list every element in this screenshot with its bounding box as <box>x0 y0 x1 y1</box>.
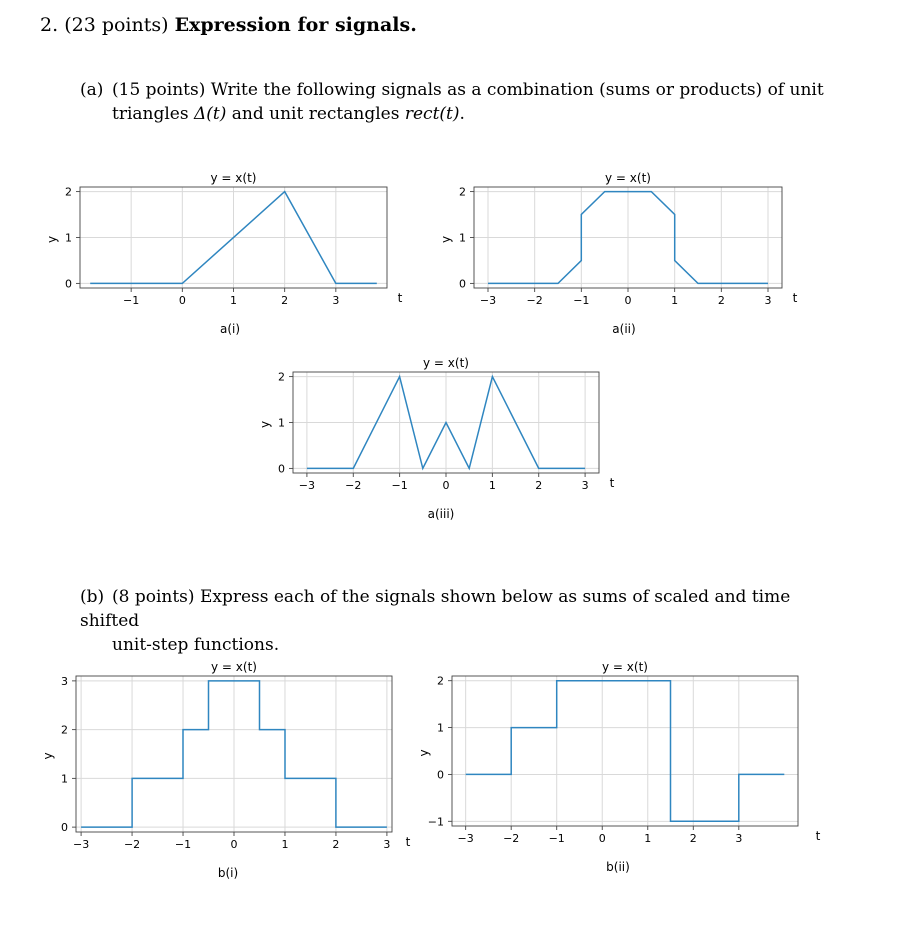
y-tick-label: 1 <box>437 721 444 735</box>
chart-title: y = x(t) <box>211 660 257 674</box>
x-tick-label: −1 <box>573 294 590 307</box>
x-tick-label: 1 <box>281 838 289 851</box>
x-tick-label: −3 <box>479 294 497 307</box>
x-tick-label: −1 <box>174 838 192 851</box>
y-axis-label: y <box>45 235 59 244</box>
part-b-points: (8 points) <box>112 587 195 607</box>
x-tick-label: −2 <box>345 479 362 492</box>
question-number: 2. <box>40 14 59 36</box>
question-points: (23 points) <box>64 14 169 36</box>
x-tick-label: 3 <box>581 479 589 492</box>
x-tick-label: 3 <box>764 294 772 307</box>
x-tick-label: 3 <box>332 294 340 307</box>
series-line <box>466 681 785 822</box>
part-b-text-line2: unit-step functions. <box>112 635 280 655</box>
x-tick-label: 2 <box>281 294 289 307</box>
chart-caption: a(i) <box>219 322 241 336</box>
chart-title: y = x(t) <box>602 660 648 674</box>
y-tick-label: 1 <box>61 772 68 786</box>
chart-title: y = x(t) <box>423 356 469 370</box>
chart-caption: b(ii) <box>606 860 630 874</box>
chart-title: y = x(t) <box>605 171 651 185</box>
x-tick-label: 2 <box>717 294 725 307</box>
x-tick-label: −1 <box>123 294 140 307</box>
y-tick-label: 0 <box>278 462 285 476</box>
y-tick-label: 2 <box>459 185 466 199</box>
y-tick-label: 0 <box>65 277 72 291</box>
y-tick-label: 2 <box>437 674 444 688</box>
x-axis-label: t <box>815 829 821 843</box>
x-tick-label: −2 <box>526 294 543 307</box>
part-a-points: (15 points) <box>112 80 206 100</box>
x-axis-label: t <box>405 835 411 849</box>
chart-caption: b(i) <box>217 866 239 880</box>
unit-triangle-symbol: Δ(t) <box>194 104 227 124</box>
x-tick-label: −1 <box>548 832 565 845</box>
x-tick-label: −1 <box>391 479 408 492</box>
x-tick-label: −3 <box>72 838 90 851</box>
y-tick-label: 0 <box>437 768 444 782</box>
x-tick-label: 1 <box>644 832 652 845</box>
x-tick-label: −3 <box>457 832 474 845</box>
x-tick-label: 1 <box>671 294 679 307</box>
x-tick-label: 2 <box>332 838 340 851</box>
part-a-label: (a) <box>80 80 104 100</box>
x-tick-label: 0 <box>442 479 450 492</box>
y-axis-label: y <box>417 749 431 757</box>
x-tick-label: −3 <box>298 479 316 492</box>
y-tick-label: 1 <box>65 231 72 245</box>
y-axis-label: y <box>439 235 453 244</box>
y-tick-label: 0 <box>61 821 68 835</box>
y-tick-label: 2 <box>65 185 72 199</box>
chart-caption: a(ii) <box>612 322 636 336</box>
y-tick-label: −1 <box>427 815 444 829</box>
unit-rect-symbol: rect(t) <box>404 104 460 124</box>
x-tick-label: 0 <box>230 838 238 851</box>
x-tick-label: 2 <box>535 479 543 492</box>
y-tick-label: 2 <box>278 370 285 384</box>
question-title: Expression for signals. <box>174 14 417 36</box>
x-tick-label: 2 <box>689 832 697 845</box>
y-tick-label: 3 <box>61 674 68 688</box>
x-tick-label: −2 <box>123 838 141 851</box>
part-a-text-line2b: and unit rectangles <box>231 104 400 124</box>
part-a-period: . <box>459 104 465 124</box>
part-a-text-line1: Write the following signals as a combination (sums or products) of unit <box>210 80 824 100</box>
x-tick-label: 0 <box>178 294 186 307</box>
chart-caption: a(iii) <box>427 507 455 521</box>
x-tick-label: 0 <box>624 294 632 307</box>
part-b-text-line1: Express each of the signals shown below as sums of scaled and time shifted <box>80 587 791 631</box>
x-axis-label: t <box>609 476 615 490</box>
x-axis-label: t <box>397 291 403 305</box>
y-axis-label: y <box>258 420 272 429</box>
chart-title: y = x(t) <box>210 171 257 185</box>
y-tick-label: 2 <box>61 723 68 737</box>
y-tick-label: 0 <box>459 277 466 291</box>
x-tick-label: 3 <box>735 832 743 845</box>
x-tick-label: 0 <box>598 832 606 845</box>
y-axis-label: y <box>41 752 55 760</box>
plot-frame <box>452 676 798 826</box>
x-tick-label: 1 <box>488 479 496 492</box>
x-axis-label: t <box>792 291 798 305</box>
part-a-text-line2a: triangles <box>112 104 189 124</box>
y-tick-label: 1 <box>459 231 466 245</box>
part-b-label: (b) <box>80 587 105 607</box>
x-tick-label: −2 <box>503 832 520 845</box>
x-tick-label: 3 <box>383 838 391 851</box>
x-tick-label: 1 <box>230 294 237 307</box>
y-tick-label: 1 <box>278 416 285 430</box>
